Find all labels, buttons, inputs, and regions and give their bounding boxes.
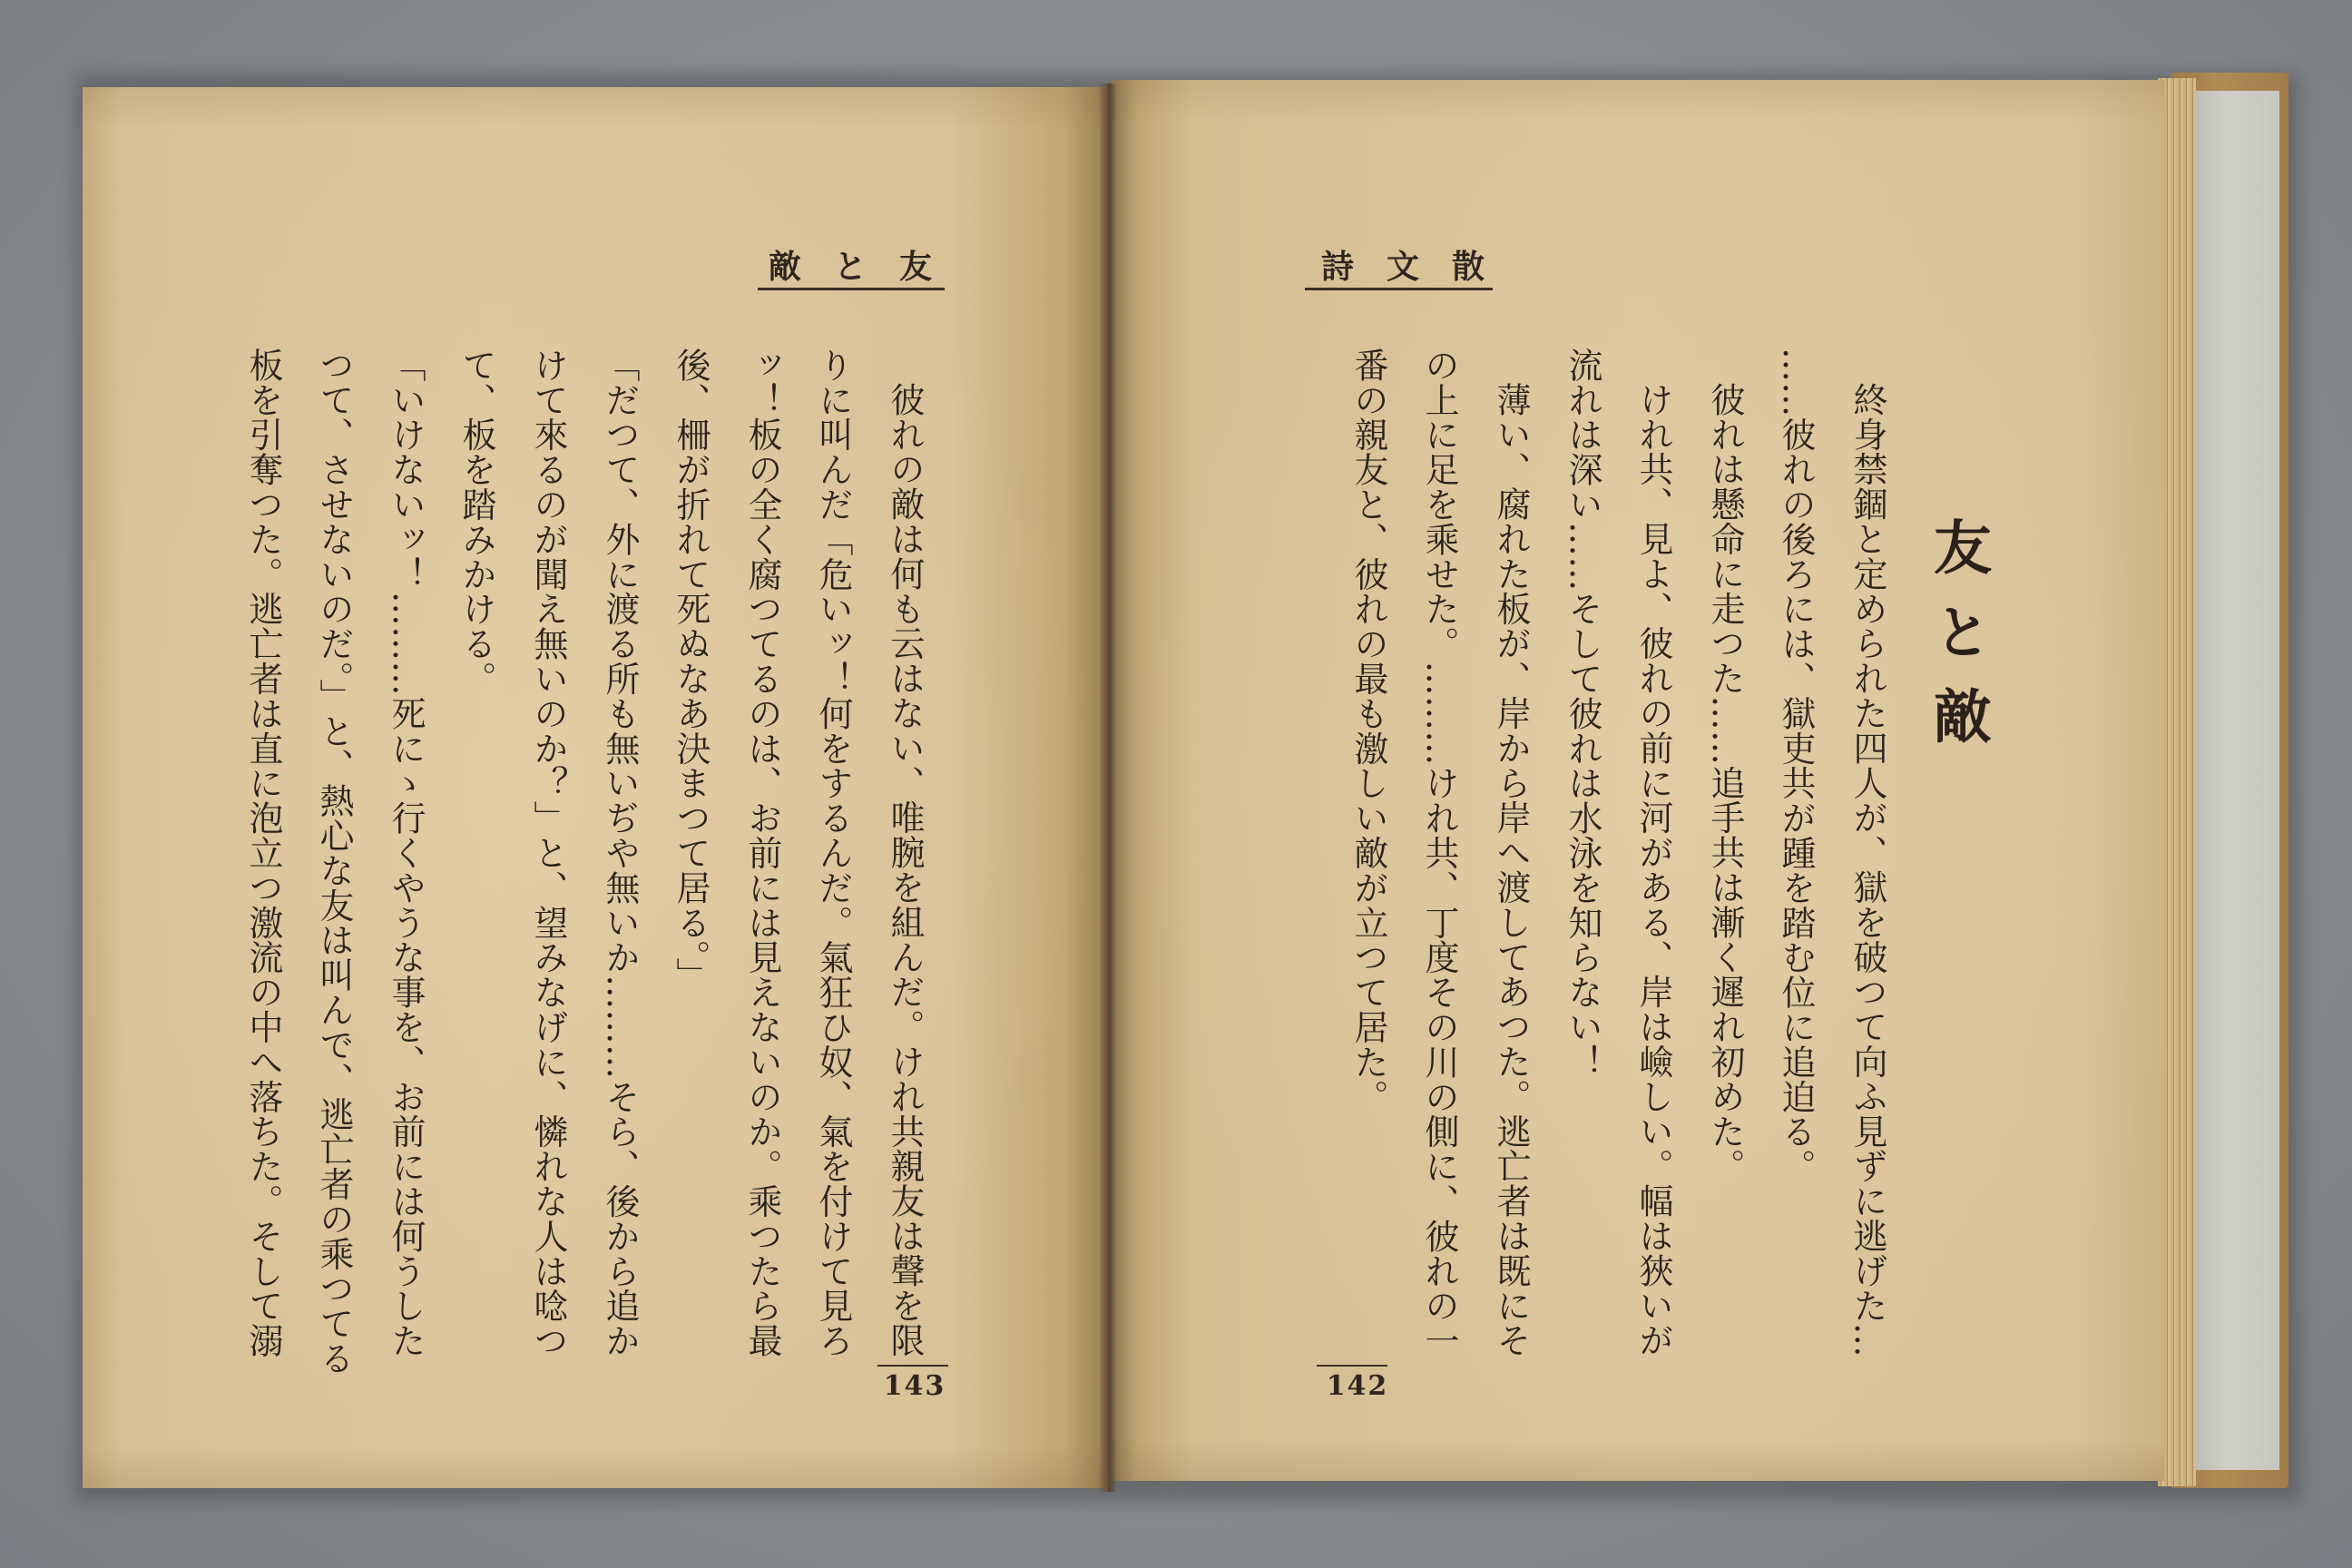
chapter-title: 友と敵 xyxy=(1924,517,1992,770)
running-head xyxy=(1312,248,1517,286)
text-column: の上に足を乘せた。………けれ共、丁度その川の側に、彼れの一 xyxy=(1419,348,1459,1358)
text-column: 板を引奪つた。逃亡者は直に泡立つ激流の中へ落ちた。そして溺 xyxy=(243,348,283,1358)
page-number: 143 xyxy=(883,1370,946,1402)
running-head-rule xyxy=(1305,288,1493,290)
text-column: 彼れは懸命に走つた……追手共は漸く遲れ初めた。 xyxy=(1705,382,1745,1184)
text-column: りに叫んだ「危いッ！何をするんだ。氣狂ひ奴、氣を付けて見ろ xyxy=(813,348,853,1358)
text-column: 番の親友と、彼れの最も激しい敵が立つて居た。 xyxy=(1348,348,1388,1114)
page-number-rule xyxy=(877,1365,948,1367)
text-column: ……彼れの後ろには、獄吏共が踵を踏む位に追迫る。 xyxy=(1776,348,1816,1184)
text-column: 薄い、腐れた板が、岸から岸へ渡してあつた。逃亡者は既にそ xyxy=(1491,382,1531,1358)
text-column: ッ！板の全く腐つてるのは、お前には見えないのか。乘つたら最 xyxy=(742,348,782,1358)
running-head-rule xyxy=(758,288,945,290)
text-column: けて來るのが聞え無いのか？」と、望みなげに、憐れな人は唸つ xyxy=(528,348,568,1358)
endpaper xyxy=(2194,91,2279,1470)
page-number-rule xyxy=(1317,1365,1387,1367)
page-number: 142 xyxy=(1326,1370,1389,1402)
text-column: て、板を踏みかける。 xyxy=(456,348,496,696)
running-head xyxy=(760,248,965,286)
book-gutter xyxy=(1100,83,1116,1492)
text-column: 「だつて、外に渡る所も無いぢや無いか………そら、後から追か xyxy=(600,348,640,1358)
text-column: 後、柵が折れて死ぬなあ決まつて居る。」 xyxy=(671,348,710,993)
text-column: 終身禁錮と定められた四人が、獄を破つて向ふ見ずに逃げた… xyxy=(1847,382,1887,1358)
running-head-text: 散文詩 xyxy=(1320,248,1517,286)
text-column: けれ共、見よ、彼れの前に河がある、岸は嶮しい。幅は狹いが xyxy=(1633,382,1673,1358)
right-page xyxy=(1112,80,2164,1481)
text-column: 彼れの敵は何も云はない、唯腕を組んだ。けれ共親友は聲を限 xyxy=(885,382,925,1358)
text-column: 「いけないッ！………死にゝ行くやうな事を、お前には何うした xyxy=(386,348,426,1358)
left-page xyxy=(83,87,1105,1488)
running-head-text: 友と敵 xyxy=(768,248,965,286)
text-column: 流れは深い……そして彼れは水泳を知らない！ xyxy=(1563,348,1602,1080)
text-column: つて、させないのだ。」と、熱心な友は叫んで、逃亡者の乘つてる xyxy=(314,348,354,1376)
